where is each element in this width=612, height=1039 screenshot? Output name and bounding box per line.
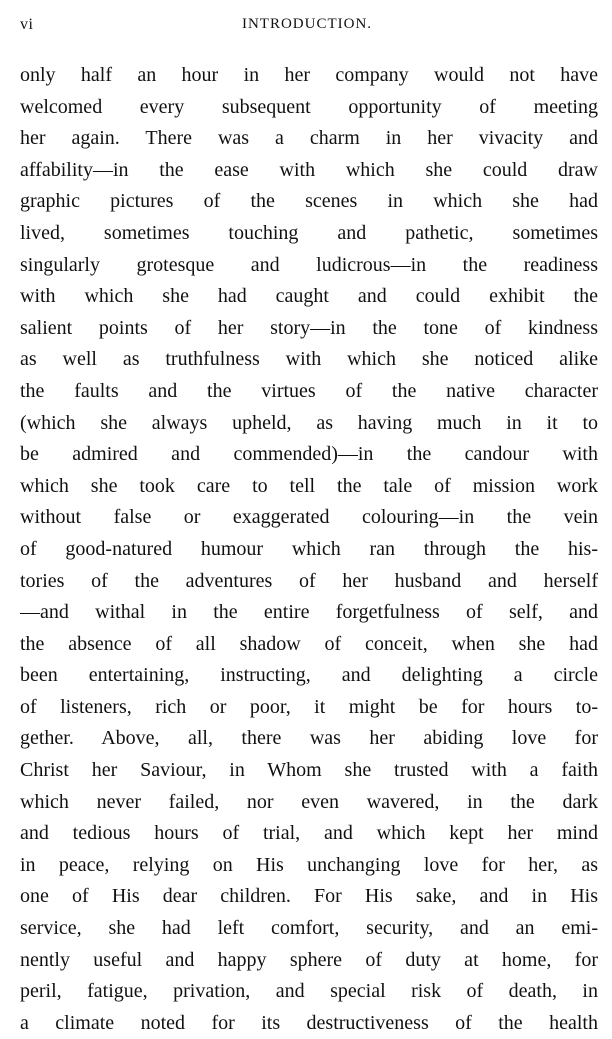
text-line: one of His dear children. For His sake, and in His	[20, 885, 598, 908]
text-line: the faults and the virtues of the native character	[20, 379, 598, 402]
body-text	[20, 60, 598, 1039]
text-line: peril, fatigue, privation, and special risk of death, in	[20, 980, 598, 1003]
text-line: which never failed, nor even wavered, in the dark	[20, 790, 598, 813]
text-line: of listeners, rich or poor, it might be for hours to-	[20, 695, 598, 718]
text-line: Christ her Saviour, in Whom she trusted with a faith	[20, 759, 598, 782]
text-line: with which she had caught and could exhibit the	[20, 285, 598, 308]
text-line: and tedious hours of trial, and which kept her mind	[20, 822, 598, 845]
text-line: tories of the adventures of her husband and herself	[20, 569, 598, 592]
text-line: been entertaining, instructing, and delighting a circle	[20, 664, 598, 687]
text-line: affability—in the ease with which she could draw	[20, 158, 598, 181]
text-line: singularly grotesque and ludicrous—in the readiness	[20, 253, 598, 276]
page-number: vi	[20, 16, 34, 33]
text-line: of good-natured humour which ran through the his-	[20, 537, 598, 560]
text-line: graphic pictures of the scenes in which she had	[20, 190, 598, 213]
text-line: in peace, relying on His unchanging love for her, as	[20, 853, 598, 876]
text-line: service, she had left comfort, security, and an emi-	[20, 917, 598, 940]
text-line: gether. Above, all, there was her abiding love for	[20, 727, 598, 750]
text-line: nently useful and happy sphere of duty at home, for	[20, 948, 598, 971]
text-line: which she took care to tell the tale of mission work	[20, 474, 598, 497]
text-line: without false or exaggerated colouring—in the vein	[20, 506, 598, 529]
text-line: be admired and commended)—in the candour with	[20, 443, 598, 466]
text-line: salient points of her story—in the tone of kindness	[20, 316, 598, 339]
running-head	[20, 16, 594, 40]
text-line: lived, sometimes touching and pathetic, sometimes	[20, 221, 598, 244]
text-line: a climate noted for its destructiveness of the health	[20, 1011, 598, 1034]
running-title: INTRODUCTION.	[241, 16, 373, 32]
text-line: as well as truthfulness with which she noticed alike	[20, 348, 598, 371]
text-line: her again. There was a charm in her vivacity and	[20, 127, 598, 150]
text-line: only half an hour in her company would not have	[20, 64, 598, 86]
text-line: the absence of all shadow of conceit, when she had	[20, 632, 598, 655]
text-line: welcomed every subsequent opportunity of meeting	[20, 95, 598, 118]
text-line: (which she always upheld, as having much in it to	[20, 411, 598, 434]
text-line: —and withal in the entire forgetfulness of self, and	[20, 601, 598, 624]
